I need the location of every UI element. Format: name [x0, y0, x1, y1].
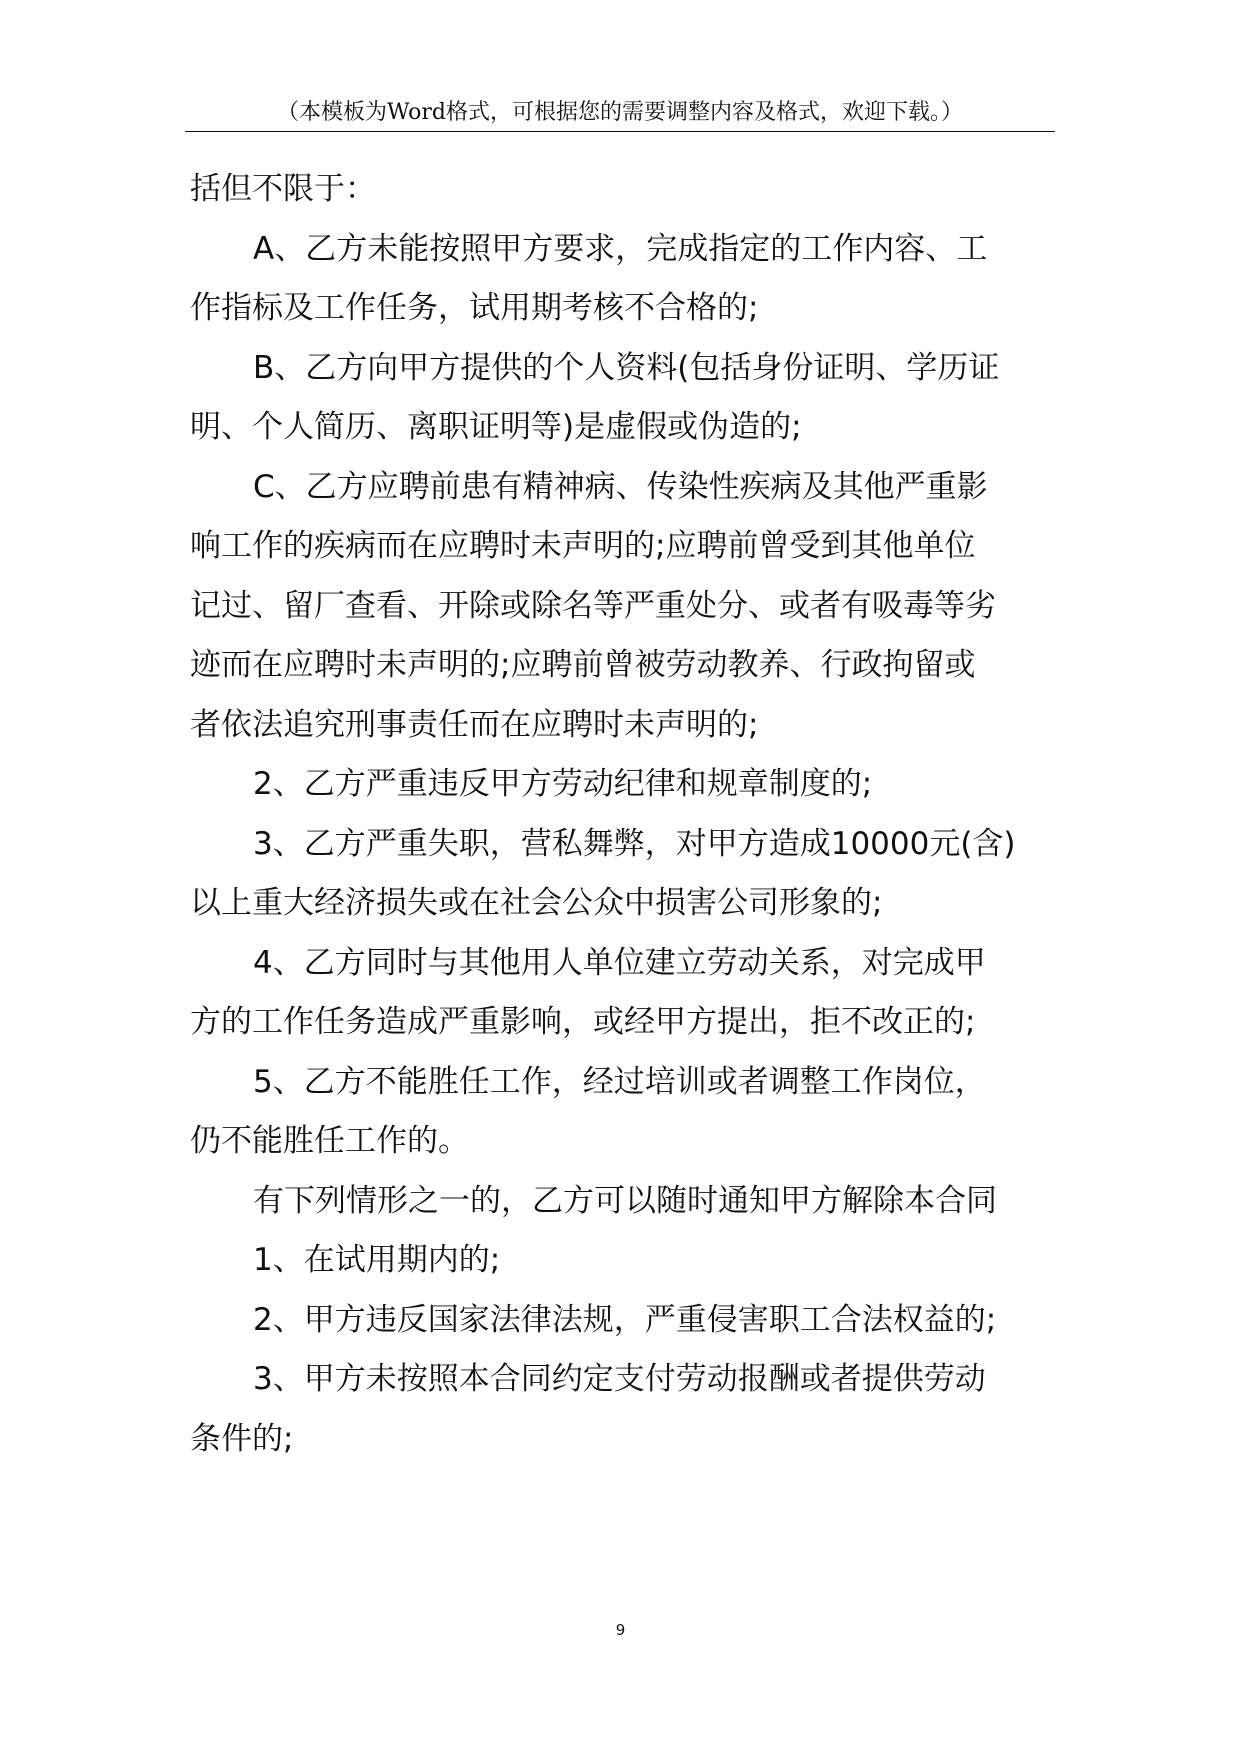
paragraph-line: 3、甲方未按照本合同约定支付劳动报酬或者提供劳动: [253, 1361, 986, 1397]
contract-body: [190, 160, 1060, 1469]
paragraph-line: 1、在试用期内的;: [253, 1242, 501, 1278]
paragraph-line: A、乙方未能按照甲方要求，完成指定的工作内容、工: [253, 230, 988, 267]
paragraph-line: 2、乙方严重违反甲方劳动纪律和规章制度的;: [253, 766, 873, 802]
paragraph-line: 仍不能胜任工作的。: [190, 1123, 469, 1159]
paragraph-line: B、乙方向甲方提供的个人资料(包括身份证明、学历证: [253, 349, 1000, 386]
paragraph-line: 条件的;: [190, 1420, 294, 1457]
paragraph-line: 记过、留厂查看、开除或除名等严重处分、或者有吸毒等劣: [190, 587, 996, 624]
paragraph-line: 5、乙方不能胜任工作，经过培训或者调整工作岗位，: [253, 1063, 986, 1100]
paragraph-line: 3、乙方严重失职，营私舞弊，对甲方造成10000元(含): [253, 825, 1016, 862]
paragraph-line: 明、个人简历、离职证明等)是虚假或伪造的;: [190, 409, 802, 445]
paragraph-line: C、乙方应聘前患有精神病、传染性疾病及其他严重影: [253, 468, 988, 505]
header-divider: [185, 131, 1055, 132]
paragraph-line: 以上重大经济损失或在社会公众中损害公司形象的;: [190, 885, 883, 921]
paragraph-line: 有下列情形之一的，乙方可以随时通知甲方解除本合同: [253, 1182, 997, 1219]
paragraph-line: 者依法追究刑事责任而在应聘时未声明的;: [190, 706, 759, 743]
paragraph-line: 响工作的疾病而在应聘时未声明的;应聘前曾受到其他单位: [190, 528, 976, 564]
paragraph-line: 迹而在应聘时未声明的;应聘前曾被劳动教养、行政拘留或: [190, 647, 976, 683]
template-note: （本模板为Word格式，可根据您的需要调整内容及格式，欢迎下载。）: [277, 100, 963, 125]
paragraph-line: 方的工作任务造成严重影响，或经甲方提出，拒不改正的;: [190, 1004, 976, 1040]
page-number: 9: [615, 1621, 626, 1639]
paragraph-line: 4、乙方同时与其他用人单位建立劳动关系，对完成甲: [253, 944, 986, 981]
paragraph-line: 2、甲方违反国家法律法规，严重侵害职工合法权益的;: [253, 1301, 997, 1338]
paragraph-line: 括但不限于：: [190, 171, 376, 207]
paragraph-line: 作指标及工作任务，试用期考核不合格的;: [190, 290, 759, 326]
